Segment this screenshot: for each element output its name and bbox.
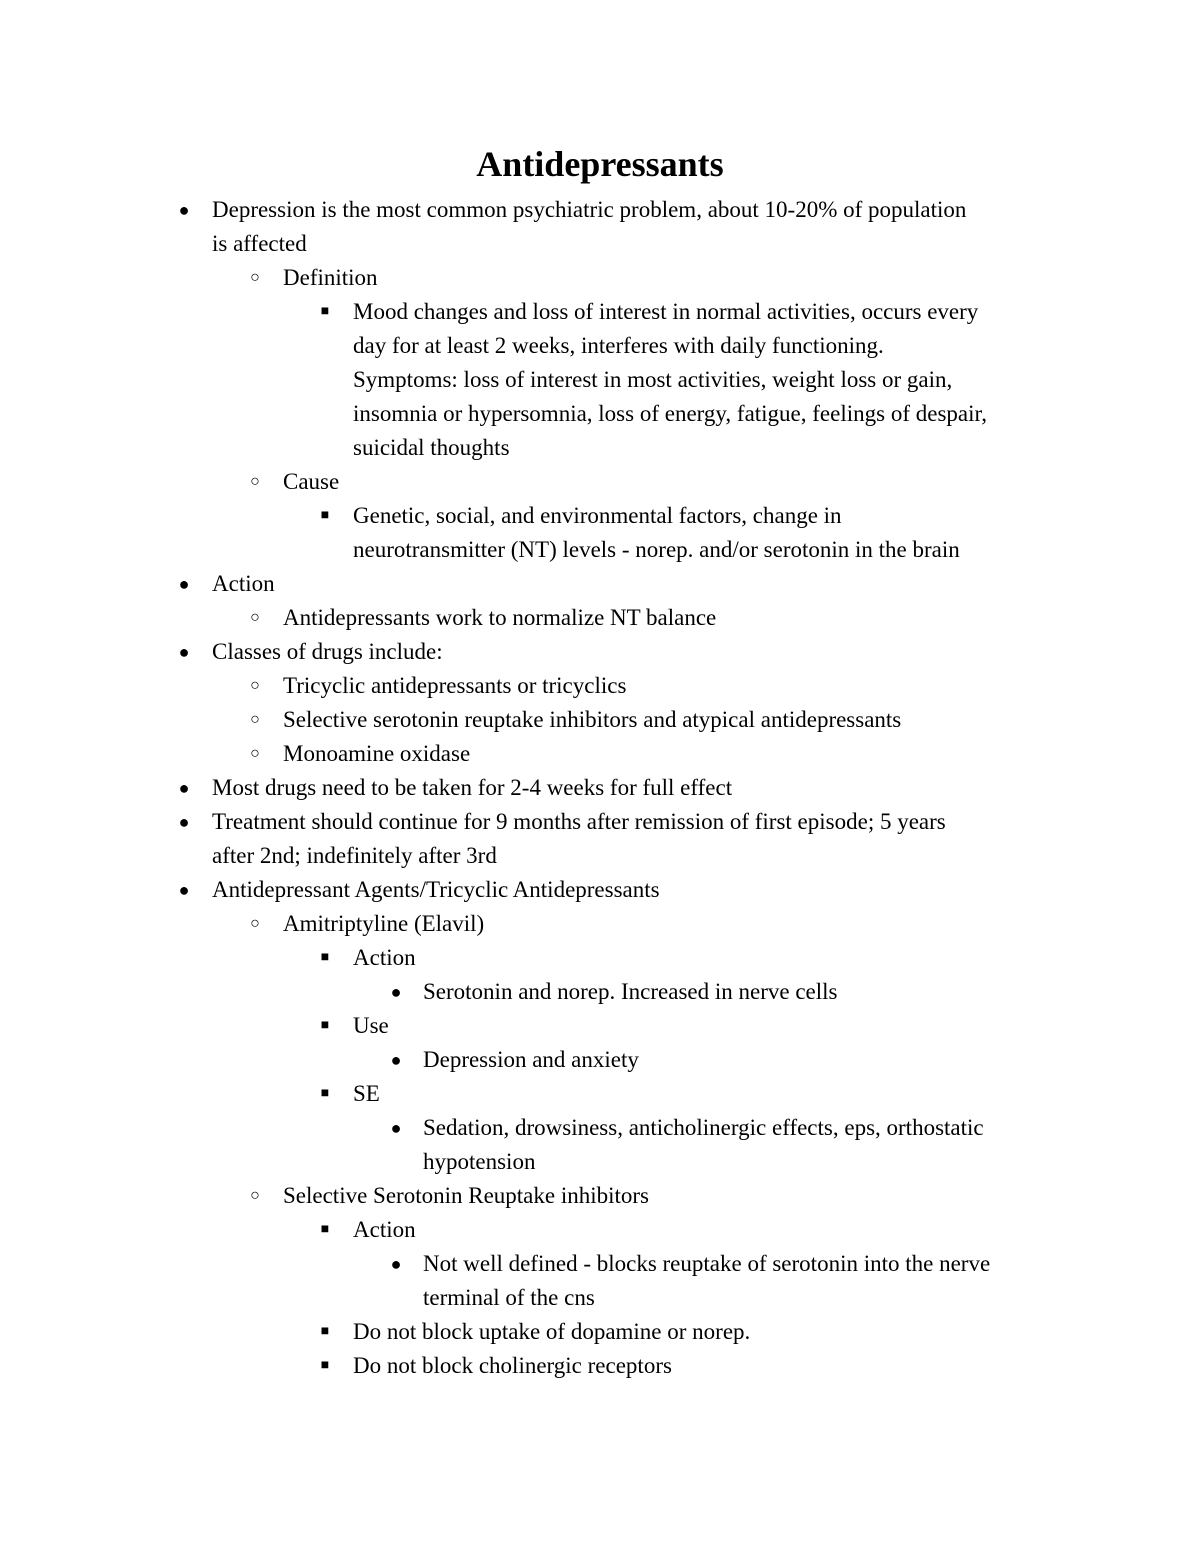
list-item-continuation: suicidal thoughts	[353, 435, 510, 460]
list-item-continuation: after 2nd; indefinitely after 3rd	[212, 843, 497, 868]
square-bullet-icon: ■	[320, 950, 330, 965]
list-item: Selective Serotonin Reuptake inhibitors	[283, 1183, 650, 1208]
list-item-continuation: terminal of the cns	[423, 1285, 595, 1310]
circle-bullet-icon: ○	[250, 711, 260, 728]
list-item-continuation: Symptoms: loss of interest in most activities, weight loss or gain,	[353, 367, 953, 392]
list-item: Cause	[283, 469, 340, 494]
list-item: Amitriptyline (Elavil)	[283, 911, 485, 936]
list-item: Antidepressant Agents/Tricyclic Antidepressants	[212, 877, 660, 902]
list-item: Mood changes and loss of interest in normal activities, occurs every	[353, 299, 979, 324]
list-item: Action	[212, 571, 275, 596]
list-item-continuation: insomnia or hypersomnia, loss of energy, fatigue, feelings of despair,	[353, 401, 987, 426]
list-item: Classes of drugs include:	[212, 639, 443, 664]
disc-bullet-icon: ●	[390, 1254, 402, 1274]
circle-bullet-icon: ○	[250, 677, 260, 694]
circle-bullet-icon: ○	[250, 269, 260, 286]
disc-bullet-icon: ●	[178, 574, 190, 594]
square-bullet-icon: ■	[320, 1358, 330, 1373]
page-title: Antidepressants	[476, 144, 724, 184]
list-item-continuation: day for at least 2 weeks, interferes with daily functioning.	[353, 333, 884, 358]
list-item: Monoamine oxidase	[283, 741, 471, 766]
list-item: Do not block cholinergic receptors	[353, 1353, 672, 1378]
circle-bullet-icon: ○	[250, 745, 260, 762]
list-item: Action	[353, 945, 416, 970]
list-item: Action	[353, 1217, 416, 1242]
list-item: Use	[353, 1013, 389, 1038]
disc-bullet-icon: ●	[390, 982, 402, 1002]
list-item: Treatment should continue for 9 months after remission of first episode; 5 years	[212, 809, 946, 834]
list-item: Depression is the most common psychiatric problem, about 10-20% of population	[212, 197, 967, 222]
list-item: Sedation, drowsiness, anticholinergic effects, eps, orthostatic	[423, 1115, 984, 1140]
square-bullet-icon: ■	[320, 1324, 330, 1339]
circle-bullet-icon: ○	[250, 609, 260, 626]
list-item: Most drugs need to be taken for 2-4 weeks for full effect	[212, 775, 733, 800]
disc-bullet-icon: ●	[178, 812, 190, 832]
square-bullet-icon: ■	[320, 508, 330, 523]
disc-bullet-icon: ●	[178, 642, 190, 662]
disc-bullet-icon: ●	[390, 1050, 402, 1070]
square-bullet-icon: ■	[320, 1222, 330, 1237]
list-item: Serotonin and norep. Increased in nerve cells	[423, 979, 838, 1004]
list-item: Definition	[283, 265, 378, 290]
list-item-continuation: is affected	[212, 231, 307, 256]
list-item: Selective serotonin reuptake inhibitors and atypical antidepressants	[283, 707, 902, 732]
list-item: Depression and anxiety	[423, 1047, 639, 1072]
square-bullet-icon: ■	[320, 1086, 330, 1101]
square-bullet-icon: ■	[320, 304, 330, 319]
list-item: Not well defined - blocks reuptake of serotonin into the nerve	[423, 1251, 991, 1276]
disc-bullet-icon: ●	[178, 880, 190, 900]
list-item: Tricyclic antidepressants or tricyclics	[283, 673, 627, 698]
list-item: SE	[353, 1081, 380, 1106]
list-item-continuation: neurotransmitter (NT) levels - norep. and/or serotonin in the brain	[353, 537, 960, 562]
list-item: Do not block uptake of dopamine or norep.	[353, 1319, 751, 1344]
disc-bullet-icon: ●	[178, 778, 190, 798]
circle-bullet-icon: ○	[250, 473, 260, 490]
square-bullet-icon: ■	[320, 1018, 330, 1033]
circle-bullet-icon: ○	[250, 915, 260, 932]
disc-bullet-icon: ●	[178, 200, 190, 220]
circle-bullet-icon: ○	[250, 1187, 260, 1204]
list-item: Antidepressants work to normalize NT balance	[283, 605, 717, 630]
list-item-continuation: hypotension	[423, 1149, 536, 1174]
disc-bullet-icon: ●	[390, 1118, 402, 1138]
list-item: Genetic, social, and environmental factors, change in	[353, 503, 842, 528]
